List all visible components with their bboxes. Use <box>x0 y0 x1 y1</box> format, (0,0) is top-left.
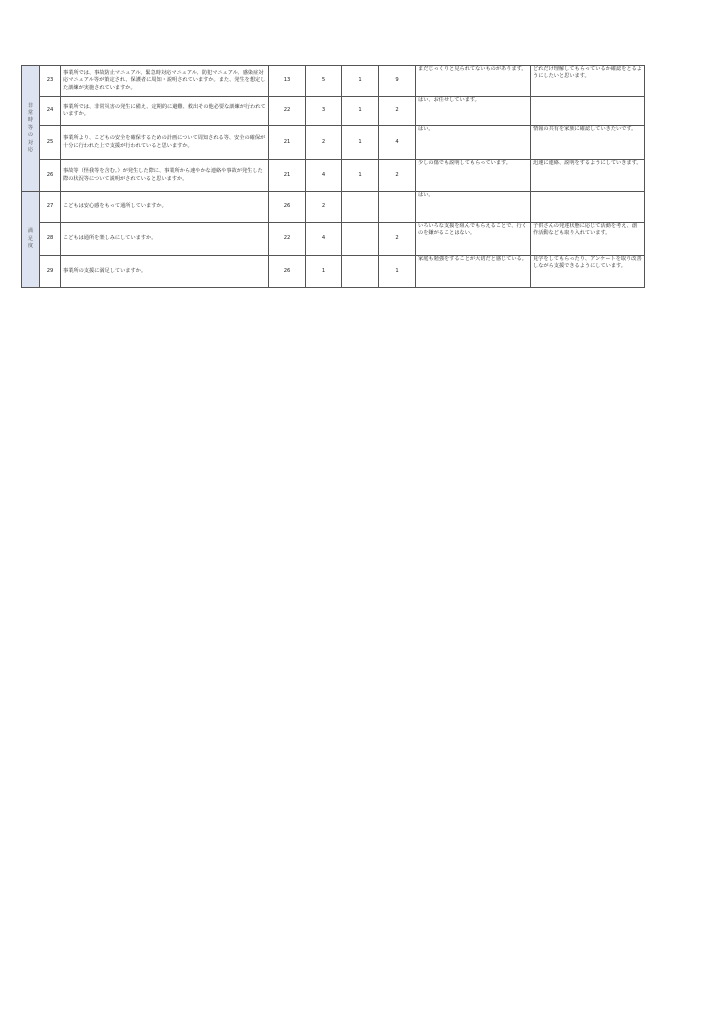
count-col-2: 2 <box>306 192 342 223</box>
category-satisfaction: 満足度 <box>22 192 40 288</box>
question-text: 事業所では、事故防止マニュアル、緊急時対応マニュアル、防犯マニュアル、感染症対応マニュアル等が策定され、保護者に周知・説明されていますか。また、発生を想定した訓練が実施されていますか。 <box>61 66 269 97</box>
count-col-4: 2 <box>379 97 416 126</box>
question-number: 26 <box>40 160 61 192</box>
question-text: こどもは通所を楽しみにしていますか。 <box>61 223 269 256</box>
facility-response: 情報の共有を家族に確認していきたいです。 <box>531 126 645 160</box>
count-col-1: 26 <box>269 256 306 288</box>
guardian-comment: はい。 <box>416 192 531 223</box>
question-text: 事業所の支援に満足していますか。 <box>61 256 269 288</box>
count-col-2: 5 <box>306 66 342 97</box>
guardian-comment: 少しの傷でも説明してもらっています。 <box>416 160 531 192</box>
count-col-1: 22 <box>269 223 306 256</box>
question-text: こどもは安心感をもって通所していますか。 <box>61 192 269 223</box>
facility-response: 子供さんの発達状態に応じて活動を考え、創作活動なども取り入れています。 <box>531 223 645 256</box>
count-col-4 <box>379 192 416 223</box>
count-col-3: 1 <box>342 160 379 192</box>
count-col-4: 1 <box>379 256 416 288</box>
count-col-3: 1 <box>342 126 379 160</box>
guardian-comment: 家庭も勉強をすることが大切だと感じている。 <box>416 256 531 288</box>
count-col-3: 1 <box>342 97 379 126</box>
table-row <box>22 126 645 160</box>
table-row <box>22 256 645 288</box>
count-col-1: 21 <box>269 126 306 160</box>
facility-response: 迅速に連絡、説明をするようにしていきます。 <box>531 160 645 192</box>
count-col-3 <box>342 223 379 256</box>
count-col-2: 1 <box>306 256 342 288</box>
guardian-comment: はい。 <box>416 126 531 160</box>
count-col-1: 22 <box>269 97 306 126</box>
question-text: 事業所では、非常災害の発生に備え、定期的に避難、救出その他必要な訓練が行われていますか。 <box>61 97 269 126</box>
count-col-2: 3 <box>306 97 342 126</box>
table-row <box>22 66 645 97</box>
table-row <box>22 223 645 256</box>
guardian-comment: いろいろな支援を組んでもらえることで、行くのを嫌がることはない。 <box>416 223 531 256</box>
facility-response <box>531 97 645 126</box>
question-number: 27 <box>40 192 61 223</box>
count-col-2: 2 <box>306 126 342 160</box>
count-col-4: 2 <box>379 160 416 192</box>
facility-response <box>531 192 645 223</box>
guardian-comment: まだじっくりと見られてないものがあります。 <box>416 66 531 97</box>
count-col-2: 4 <box>306 160 342 192</box>
question-text: 事業所より、こどもの安全を確保するための計画について周知される等、安全の確保が十分に行われた上で支援が行われていると思いますか。 <box>61 126 269 160</box>
category-emergency: 非常時等の対応 <box>22 66 40 192</box>
count-col-3 <box>342 256 379 288</box>
table-row <box>22 192 645 223</box>
facility-response: 見学をしてもらったり、アンケートを取り改善しながら支援できるようにしています。 <box>531 256 645 288</box>
count-col-4: 4 <box>379 126 416 160</box>
count-col-1: 26 <box>269 192 306 223</box>
count-col-4: 9 <box>379 66 416 97</box>
count-col-1: 21 <box>269 160 306 192</box>
table-row <box>22 97 645 126</box>
question-number: 28 <box>40 223 61 256</box>
question-number: 29 <box>40 256 61 288</box>
count-col-3: 1 <box>342 66 379 97</box>
facility-response: どれだけ理解してもらっているか確認をとるようにしたいと思います。 <box>531 66 645 97</box>
count-col-1: 13 <box>269 66 306 97</box>
question-number: 23 <box>40 66 61 97</box>
count-col-4: 2 <box>379 223 416 256</box>
question-number: 24 <box>40 97 61 126</box>
count-col-3 <box>342 192 379 223</box>
question-number: 25 <box>40 126 61 160</box>
count-col-2: 4 <box>306 223 342 256</box>
survey-results-table <box>21 65 645 288</box>
question-text: 事故等（怪我等を含む。）が発生した際に、事業所から速やかな連絡や事故が発生した際の状況等について説明がされていると思いますか。 <box>61 160 269 192</box>
table-row <box>22 160 645 192</box>
guardian-comment: はい、お任せしています。 <box>416 97 531 126</box>
